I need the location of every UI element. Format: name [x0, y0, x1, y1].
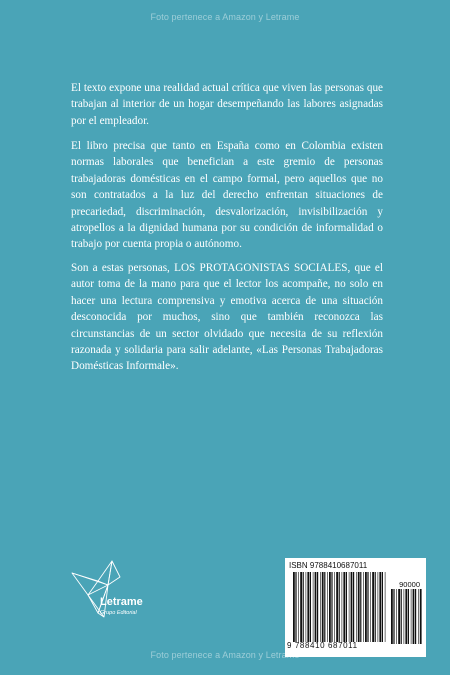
barcode-bar	[331, 572, 332, 642]
barcode-bar	[293, 572, 295, 642]
barcode-bar	[398, 589, 400, 644]
barcode-bar	[306, 572, 307, 642]
barcode-bar	[327, 572, 328, 642]
barcode-bar	[393, 589, 394, 644]
barcode-digits: 9 788410 687011	[287, 641, 358, 650]
barcode-bar	[351, 572, 353, 642]
barcode-bar	[298, 572, 299, 642]
paragraph-1: El texto expone una realidad actual crítica que viven las personas que trabajan al interior de un hogar desempeñando las labores asignadas por el empleador.	[71, 82, 383, 127]
publisher-tagline: Grupo Editorial	[100, 610, 137, 616]
barcode-bar	[360, 572, 361, 642]
barcode-bar	[336, 572, 338, 642]
barcode-bar	[300, 572, 302, 642]
barcode-bar	[358, 572, 360, 642]
barcode-bar	[343, 572, 345, 642]
barcode-bar	[317, 572, 318, 642]
barcode-bar	[375, 572, 376, 642]
barcode-bar	[370, 572, 371, 642]
barcode-bar	[413, 589, 415, 644]
barcode-bar	[310, 572, 311, 642]
barcode-bar	[356, 572, 357, 642]
barcode-bar	[405, 589, 407, 644]
barcode-bar	[342, 572, 343, 642]
barcode-bar	[382, 572, 383, 642]
barcode-bar	[418, 589, 419, 644]
barcode-bar	[353, 572, 354, 642]
isbn-barcode	[285, 558, 426, 657]
barcode-bar	[378, 572, 379, 642]
barcode-bar	[363, 572, 364, 642]
isbn-label: ISBN 9788410687011	[289, 561, 368, 570]
barcode-bar	[385, 572, 386, 642]
paragraph-3: Son a estas personas, LOS PROTAGONISTAS SOCIALES, que el autor toma de la mano para que el lector los acompañe, no solo en hacer una lectura comprensiva y emotiva acerca de una situación desconocida por muchos, sino que también reconozca las circunstancias de un sector olvidado que necesita de su reflexión razonada y solidaria para salir adelante, «Las Personas Trabajadoras Domésticas Informale».	[71, 262, 383, 373]
barcode-bar	[339, 572, 340, 642]
barcode-bar	[404, 589, 405, 644]
barcode-bar	[303, 572, 304, 642]
barcode-bar	[408, 589, 409, 644]
paragraph-2: El libro precisa que tanto en España como en Colombia existen normas laborales que benefician a este gremio de personas trabajadoras domésticas en el campo formal, pero aquellos que no son contratados a la luz del derecho enfrentan situaciones de precariedad, discriminación, desvalorización, invisibilización y atropellos a la dignidad humana por su condición de informalidad o trabajo por cuenta propia o autónomo.	[71, 140, 383, 251]
barcode-bar	[401, 589, 402, 644]
barcode-bar	[295, 572, 296, 642]
barcode-bar	[379, 572, 381, 642]
barcode-bar	[346, 572, 347, 642]
barcode-bars-main	[293, 572, 388, 642]
barcode-bar	[396, 589, 397, 644]
barcode-bar	[315, 572, 317, 642]
price-code: 90000	[399, 580, 420, 589]
barcode-bar	[349, 572, 350, 642]
barcode-bar	[334, 572, 335, 642]
barcode-bar	[365, 572, 367, 642]
barcode-bar	[322, 572, 324, 642]
barcode-bar	[324, 572, 325, 642]
barcode-bar	[372, 572, 374, 642]
publisher-name: Letrame	[100, 596, 143, 608]
watermark-top: Foto pertenece a Amazon y Letrame	[150, 12, 300, 22]
barcode-bar	[415, 589, 416, 644]
barcode-bar	[320, 572, 321, 642]
watermark-bottom: Foto pertenece a Amazon y Letrame	[150, 650, 300, 660]
barcode-bar	[367, 572, 368, 642]
barcode-bar	[313, 572, 314, 642]
barcode-bar	[411, 589, 412, 644]
barcode-bar	[391, 589, 393, 644]
barcode-bars-supplement	[391, 589, 423, 644]
barcode-bar	[307, 572, 309, 642]
barcode-bar	[420, 589, 422, 644]
barcode-bar	[329, 572, 331, 642]
